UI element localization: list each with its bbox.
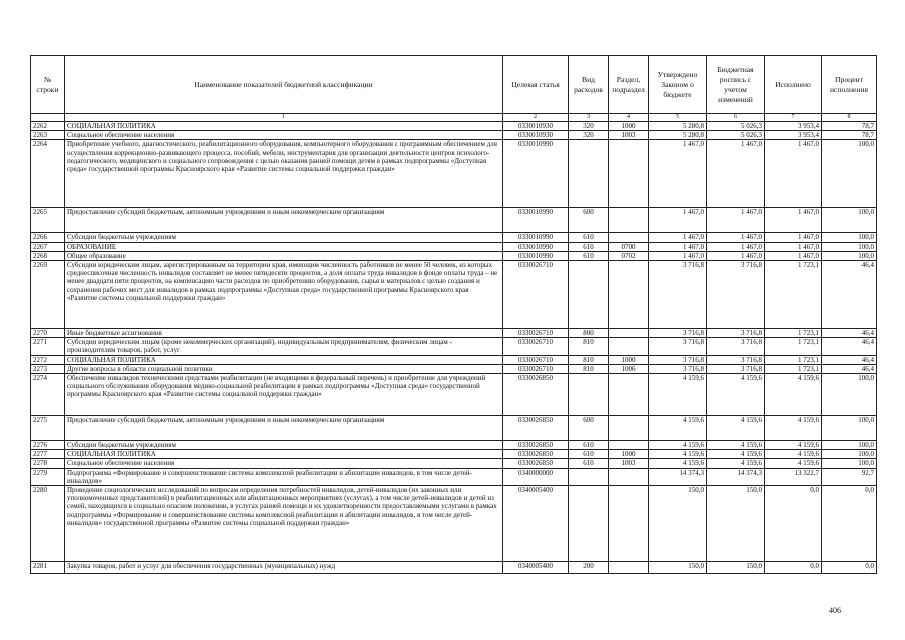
indicator-name-cell: Предоставление субсидий бюджетным, автономным учреждениям и иным некоммерческим организациям: [65, 416, 503, 441]
indicator-name-cell: Иные бюджетные ассигнования: [65, 329, 503, 338]
row-number-cell: 2262: [31, 122, 65, 131]
table-row: [31, 131, 877, 140]
execution-percent-cell: 0,0: [822, 486, 877, 562]
expense-type-cell: 610: [569, 450, 609, 459]
expense-type-cell: [569, 486, 609, 562]
column-index-cell: 1: [65, 114, 503, 122]
table-row: [31, 416, 877, 441]
approved-amount-cell: 4 159,6: [649, 450, 707, 459]
approved-amount-cell: 4 159,6: [649, 374, 707, 416]
target-article-cell: 0330026710: [503, 329, 569, 338]
row-number-cell: 2265: [31, 208, 65, 233]
target-article-cell: 0330010990: [503, 140, 569, 208]
executed-amount-cell: 1 723,1: [765, 364, 822, 373]
table-row: [31, 251, 877, 260]
execution-percent-cell: 100,0: [822, 450, 877, 459]
approved-amount-cell: 14 374,3: [649, 468, 707, 485]
approved-amount-cell: 4 159,6: [649, 459, 707, 468]
execution-percent-cell: 100,0: [822, 441, 877, 450]
execution-percent-cell: 46,4: [822, 329, 877, 338]
executed-amount-cell: 1 467,0: [765, 140, 822, 208]
approved-amount-cell: 5 280,8: [649, 131, 707, 140]
approved-amount-cell: 3 716,8: [649, 338, 707, 355]
row-number-cell: 2278: [31, 459, 65, 468]
executed-amount-cell: 0,0: [765, 562, 822, 574]
executed-amount-cell: 1 467,0: [765, 242, 822, 251]
expense-type-cell: [569, 140, 609, 208]
section-subsection-cell: [609, 208, 649, 233]
execution-percent-cell: 78,7: [822, 131, 877, 140]
indicator-name-cell: Другие вопросы в области социальной политики: [65, 364, 503, 373]
indicator-name-cell: Общее образование: [65, 251, 503, 260]
executed-amount-cell: 13 322,7: [765, 468, 822, 485]
budget-schedule-amount-cell: 5 026,3: [707, 131, 765, 140]
expense-type-cell: 800: [569, 329, 609, 338]
row-number-cell: 2276: [31, 441, 65, 450]
section-subsection-cell: [609, 468, 649, 485]
header-cell: Утверждено Законом о бюджете: [649, 56, 707, 114]
execution-percent-cell: 78,7: [822, 122, 877, 131]
header-cell: Бюджетная роспись с учетом изменений: [707, 56, 765, 114]
expense-type-cell: 610: [569, 242, 609, 251]
budget-schedule-amount-cell: 3 716,8: [707, 329, 765, 338]
expense-type-cell: 610: [569, 459, 609, 468]
expense-type-cell: 610: [569, 233, 609, 242]
indicator-name-cell: ОБРАЗОВАНИЕ: [65, 242, 503, 251]
executed-amount-cell: 1 467,0: [765, 251, 822, 260]
approved-amount-cell: 3 716,8: [649, 355, 707, 364]
indicator-name-cell: СОЦИАЛЬНАЯ ПОЛИТИКА: [65, 355, 503, 364]
column-index-cell: 8: [822, 114, 877, 122]
column-index-cell: 6: [707, 114, 765, 122]
target-article-cell: 0330010990: [503, 208, 569, 233]
indicator-name-cell: Обеспечение инвалидов техническими средствами реабилитации (не входящими в федеральный перечень) и приобретение для учреждений социального обслуживания оборудования медико-социальной реабилитации в рамках подпрограммы «Доступная среда» государственной программы Красноярского края «Развитие системы социальной поддержки граждан»: [65, 374, 503, 416]
indicator-name-cell: Субсидии бюджетным учреждениям: [65, 233, 503, 242]
executed-amount-cell: 4 159,6: [765, 416, 822, 441]
budget-schedule-amount-cell: 1 467,0: [707, 233, 765, 242]
indicator-name-cell: Подпрограмма «Формирование и совершенствование системы комплексной реабилитации и абилитации инвалидов, в том числе детей-инвалидов»: [65, 468, 503, 485]
table-row: [31, 374, 877, 416]
target-article-cell: 0330010930: [503, 131, 569, 140]
executed-amount-cell: 1 723,1: [765, 355, 822, 364]
executed-amount-cell: 1 723,1: [765, 261, 822, 329]
executed-amount-cell: 3 953,4: [765, 122, 822, 131]
row-number-cell: 2270: [31, 329, 65, 338]
indicator-name-cell: Субсидии юридическим лицам (кроме некоммерческих организаций), индивидуальным предпринимателям, физическим лицам - производителям товаров, работ, услуг: [65, 338, 503, 355]
section-subsection-cell: 1006: [609, 364, 649, 373]
expense-type-cell: 320: [569, 131, 609, 140]
section-subsection-cell: 0700: [609, 242, 649, 251]
table-row: [31, 329, 877, 338]
execution-percent-cell: 92,7: [822, 468, 877, 485]
row-number-cell: 2271: [31, 338, 65, 355]
table-body: [31, 122, 877, 574]
executed-amount-cell: 1 723,1: [765, 329, 822, 338]
approved-amount-cell: 3 716,8: [649, 364, 707, 373]
row-number-cell: 2268: [31, 251, 65, 260]
budget-schedule-amount-cell: 1 467,0: [707, 208, 765, 233]
section-subsection-cell: 1003: [609, 131, 649, 140]
expense-type-cell: 610: [569, 441, 609, 450]
table-row: [31, 562, 877, 574]
executed-amount-cell: 1 723,1: [765, 338, 822, 355]
execution-percent-cell: 100,0: [822, 416, 877, 441]
approved-amount-cell: 3 716,8: [649, 261, 707, 329]
budget-sheet: [30, 55, 876, 574]
target-article-cell: 0330026850: [503, 450, 569, 459]
section-subsection-cell: [609, 261, 649, 329]
budget-schedule-amount-cell: 4 159,6: [707, 416, 765, 441]
row-number-cell: 2269: [31, 261, 65, 329]
section-subsection-cell: 1000: [609, 450, 649, 459]
approved-amount-cell: 4 159,6: [649, 416, 707, 441]
target-article-cell: 0330026850: [503, 374, 569, 416]
target-article-cell: 0330026710: [503, 338, 569, 355]
section-subsection-cell: 0702: [609, 251, 649, 260]
approved-amount-cell: 1 467,0: [649, 251, 707, 260]
target-article-cell: 0330026850: [503, 416, 569, 441]
executed-amount-cell: 0,0: [765, 486, 822, 562]
target-article-cell: 0330010990: [503, 233, 569, 242]
execution-percent-cell: 100,0: [822, 208, 877, 233]
table-row: [31, 122, 877, 131]
section-subsection-cell: [609, 233, 649, 242]
budget-schedule-amount-cell: 1 467,0: [707, 242, 765, 251]
row-number-cell: 2275: [31, 416, 65, 441]
table-row: [31, 338, 877, 355]
approved-amount-cell: 1 467,0: [649, 242, 707, 251]
target-article-cell: 0340000000: [503, 468, 569, 485]
row-number-cell: 2281: [31, 562, 65, 574]
indicator-name-cell: СОЦИАЛЬНАЯ ПОЛИТИКА: [65, 450, 503, 459]
header-cell: Раздел, подраздел: [609, 56, 649, 114]
indicator-name-cell: Субсидии юридическим лицам, зарегистрированным на территории края, имеющим численность работников не менее 50 человек, из которых среднесписочная численность инвалидов составляет не менее пятидесяти процентов, а доля оплаты труда инвалидов в фонде оплаты труда – не менее двадцати пяти процентов, на компенсацию части расходов по приобретению оборудования, сырья и материалов с целью создания и сохранения рабочих мест для инвалидов в рамках подпрограммы «Доступная среда» государственной программы Красноярского края «Развитие системы социальной поддержки граждан»: [65, 261, 503, 329]
row-number-cell: 2279: [31, 468, 65, 485]
execution-percent-cell: 100,0: [822, 242, 877, 251]
budget-schedule-amount-cell: 150,0: [707, 486, 765, 562]
execution-percent-cell: 100,0: [822, 251, 877, 260]
table-row: [31, 242, 877, 251]
executed-amount-cell: 4 159,6: [765, 441, 822, 450]
header-row: [31, 56, 877, 114]
section-subsection-cell: [609, 486, 649, 562]
budget-schedule-amount-cell: 3 716,8: [707, 364, 765, 373]
budget-schedule-amount-cell: 3 716,8: [707, 355, 765, 364]
budget-schedule-amount-cell: 4 159,6: [707, 450, 765, 459]
budget-schedule-amount-cell: 4 159,6: [707, 459, 765, 468]
budget-schedule-amount-cell: 5 026,3: [707, 122, 765, 131]
page-number: 406: [829, 606, 841, 615]
approved-amount-cell: 1 467,0: [649, 233, 707, 242]
table-row: [31, 364, 877, 373]
column-index-cell: 5: [649, 114, 707, 122]
row-number-cell: 2264: [31, 140, 65, 208]
executed-amount-cell: 4 159,6: [765, 450, 822, 459]
execution-percent-cell: 100,0: [822, 374, 877, 416]
section-subsection-cell: [609, 329, 649, 338]
approved-amount-cell: 4 159,6: [649, 441, 707, 450]
section-subsection-cell: 1003: [609, 459, 649, 468]
execution-percent-cell: 0,0: [822, 562, 877, 574]
executed-amount-cell: 4 159,6: [765, 459, 822, 468]
approved-amount-cell: 5 280,8: [649, 122, 707, 131]
target-article-cell: 0330026710: [503, 364, 569, 373]
table-row: [31, 208, 877, 233]
table-row: [31, 355, 877, 364]
header-cell: Целевая статья: [503, 56, 569, 114]
indicator-name-cell: Субсидии бюджетным учреждениям: [65, 441, 503, 450]
row-number-cell: 2273: [31, 364, 65, 373]
row-number-cell: 2263: [31, 131, 65, 140]
budget-schedule-amount-cell: 4 159,6: [707, 374, 765, 416]
indicator-name-cell: Проведение социологических исследований по вопросам определения потребностей инвалидов, детей-инвалидов (их законных или уполномоченных представителей) в реабилитационных или абилитационных мероприятиях (услугах), а том числе детей-инвалидов и детей из семей, находящихся в социально опасном положении, в услугах ранней помощи и их удовлетворенности предоставляемыми услугами в рамках подпрограммы «Формирование и совершенствование системы комплексной реабилитации и абилитации инвалидов, в том числе детей-инвалидов» государственной программы «Развитие системы социальной поддержки граждан»: [65, 486, 503, 562]
target-article-cell: 0340005400: [503, 562, 569, 574]
approved-amount-cell: 1 467,0: [649, 208, 707, 233]
target-article-cell: 0340005400: [503, 486, 569, 562]
execution-percent-cell: 46,4: [822, 364, 877, 373]
section-subsection-cell: [609, 562, 649, 574]
header-cell: Вид расходов: [569, 56, 609, 114]
section-subsection-cell: [609, 374, 649, 416]
target-article-cell: 0330010990: [503, 251, 569, 260]
table-row: [31, 486, 877, 562]
indicator-name-cell: Предоставление субсидий бюджетным, автономным учреждениям и иным некоммерческим организациям: [65, 208, 503, 233]
executed-amount-cell: 1 467,0: [765, 208, 822, 233]
table-row: [31, 140, 877, 208]
execution-percent-cell: 46,4: [822, 355, 877, 364]
expense-type-cell: 610: [569, 251, 609, 260]
approved-amount-cell: 150,0: [649, 486, 707, 562]
indicator-name-cell: Приобретение учебного, диагностического, реабилитационного оборудования, компьютерного оборудования с программным обеспечением для осуществления коррекционно-развивающего процесса, пособий, мебели, инструментария для организации деятельности центров психолого-педагогического, медицинского и социального сопровождения с целью оказания ранней помощи детям в рамках подпрограммы «Доступная среда» государственной программы Красноярского края «Развитие системы социальной поддержки граждан»: [65, 140, 503, 208]
target-article-cell: 0330026710: [503, 355, 569, 364]
expense-type-cell: 200: [569, 562, 609, 574]
budget-table: [30, 55, 877, 574]
expense-type-cell: 320: [569, 122, 609, 131]
target-article-cell: 0330026850: [503, 459, 569, 468]
row-number-cell: 2274: [31, 374, 65, 416]
row-number-cell: 2272: [31, 355, 65, 364]
target-article-cell: 0330010990: [503, 242, 569, 251]
executed-amount-cell: 4 159,6: [765, 374, 822, 416]
budget-schedule-amount-cell: 14 374,3: [707, 468, 765, 485]
header-cell: Наименование показателей бюджетной классификации: [65, 56, 503, 114]
row-number-cell: 2280: [31, 486, 65, 562]
section-subsection-cell: 1000: [609, 355, 649, 364]
column-index-cell: 7: [765, 114, 822, 122]
table-row: [31, 450, 877, 459]
table-row: [31, 468, 877, 485]
approved-amount-cell: 150,0: [649, 562, 707, 574]
table-row: [31, 261, 877, 329]
indicator-name-cell: Социальное обеспечение населения: [65, 459, 503, 468]
indicator-name-cell: Социальное обеспечение населения: [65, 131, 503, 140]
row-number-cell: 2277: [31, 450, 65, 459]
table-row: [31, 441, 877, 450]
section-subsection-cell: [609, 416, 649, 441]
expense-type-cell: 600: [569, 208, 609, 233]
execution-percent-cell: 100,0: [822, 140, 877, 208]
section-subsection-cell: 1000: [609, 122, 649, 131]
section-subsection-cell: [609, 441, 649, 450]
execution-percent-cell: 46,4: [822, 338, 877, 355]
expense-type-cell: [569, 374, 609, 416]
column-index-cell: 2: [503, 114, 569, 122]
row-number-cell: 2267: [31, 242, 65, 251]
approved-amount-cell: 3 716,8: [649, 329, 707, 338]
column-index-cell: [31, 114, 65, 122]
row-number-cell: 2266: [31, 233, 65, 242]
target-article-cell: 0330026850: [503, 441, 569, 450]
target-article-cell: 0330026710: [503, 261, 569, 329]
header-cell: Процент исполнения: [822, 56, 877, 114]
execution-percent-cell: 46,4: [822, 261, 877, 329]
expense-type-cell: 810: [569, 364, 609, 373]
column-index-row: [31, 114, 877, 122]
expense-type-cell: 600: [569, 416, 609, 441]
header-cell: № строки: [31, 56, 65, 114]
approved-amount-cell: 1 467,0: [649, 140, 707, 208]
expense-type-cell: 810: [569, 338, 609, 355]
expense-type-cell: [569, 261, 609, 329]
budget-schedule-amount-cell: 3 716,8: [707, 338, 765, 355]
budget-schedule-amount-cell: 4 159,6: [707, 441, 765, 450]
header-cell: Исполнено: [765, 56, 822, 114]
expense-type-cell: [569, 468, 609, 485]
execution-percent-cell: 100,0: [822, 459, 877, 468]
table-row: [31, 233, 877, 242]
expense-type-cell: 810: [569, 355, 609, 364]
execution-percent-cell: 100,0: [822, 233, 877, 242]
indicator-name-cell: Закупка товаров, работ и услуг для обеспечения государственных (муниципальных) нужд: [65, 562, 503, 574]
column-index-cell: 3: [569, 114, 609, 122]
indicator-name-cell: СОЦИАЛЬНАЯ ПОЛИТИКА: [65, 122, 503, 131]
section-subsection-cell: [609, 338, 649, 355]
budget-schedule-amount-cell: 1 467,0: [707, 140, 765, 208]
column-index-cell: 4: [609, 114, 649, 122]
target-article-cell: 0330010930: [503, 122, 569, 131]
executed-amount-cell: 3 953,4: [765, 131, 822, 140]
budget-schedule-amount-cell: 3 716,8: [707, 261, 765, 329]
table-row: [31, 459, 877, 468]
section-subsection-cell: [609, 140, 649, 208]
budget-schedule-amount-cell: 150,0: [707, 562, 765, 574]
budget-schedule-amount-cell: 1 467,0: [707, 251, 765, 260]
executed-amount-cell: 1 467,0: [765, 233, 822, 242]
